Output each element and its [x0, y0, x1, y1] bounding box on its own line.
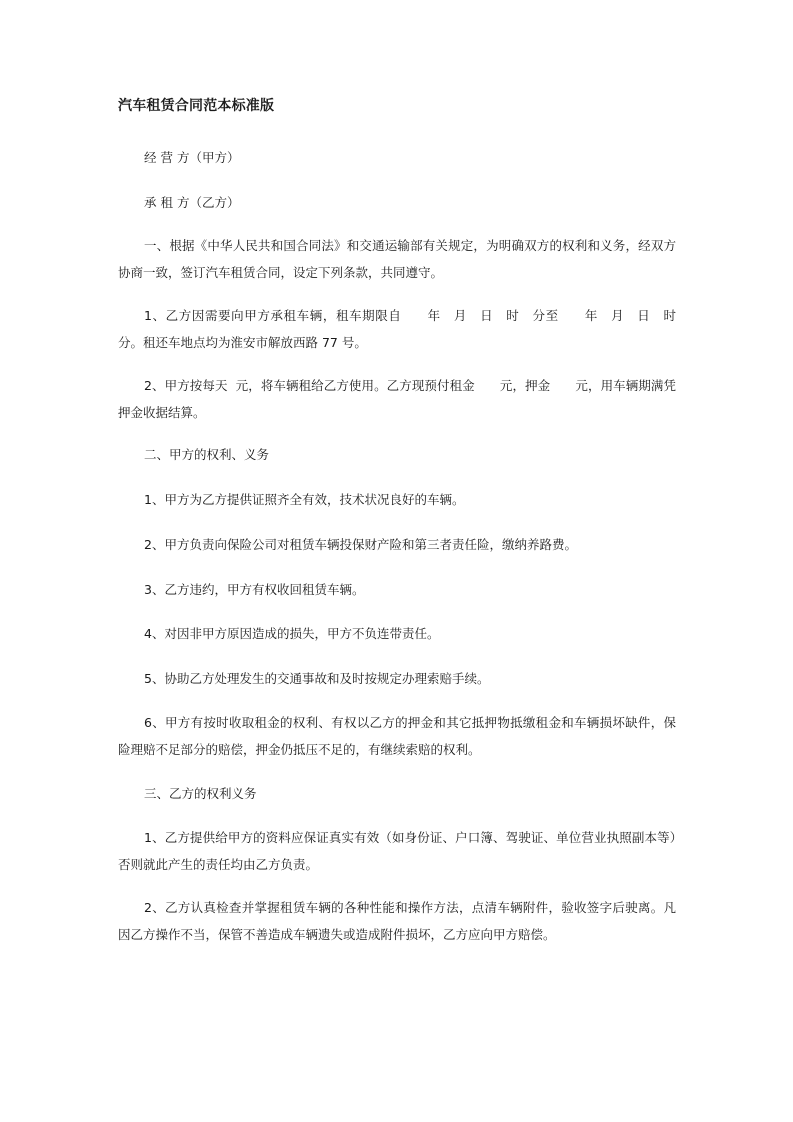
party-b-line: 承 租 方（乙方）	[144, 195, 240, 210]
section-3-heading: 三、乙方的权利义务	[144, 786, 257, 801]
section-2-item-6: 6、甲方有按时收取租金的权利、有权以乙方的押金和其它抵押物抵缴租金和车辆损坏缺件，保险理赔不足部分的赔偿，押金仍抵压不足的，有继续索赔的权利。	[118, 715, 676, 757]
clause-1-intro: 一、根据《中华人民共和国合同法》和交通运输部有关规定，为明确双方的权利和义务，经双方协商一致，签订汽车租赁合同，设定下列条款，共同遵守。	[118, 238, 676, 280]
section-2-item-3: 3、乙方违约，甲方有权收回租赁车辆。	[144, 582, 365, 597]
section-3-item-1: 1、乙方提供给甲方的资料应保证真实有效（如身份证、户口簿、驾驶证、单位营业执照副本等）否则就此产生的责任均由乙方负责。	[118, 830, 676, 872]
section-2-item-4: 4、对因非甲方原因造成的损失，甲方不负连带责任。	[144, 626, 440, 641]
party-a-line: 经 营 方（甲方）	[144, 150, 240, 165]
section-2-item-5: 5、协助乙方处理发生的交通事故和及时按规定办理索赔手续。	[144, 671, 490, 686]
clause-1-item-1: 1、乙方因需要向甲方承租车辆，租车期限自 年 月 日 时 分至 年 月 日 时 分。租还车地点均为淮安市解放西路 77 号。	[118, 308, 689, 350]
section-2-heading: 二、甲方的权利、义务	[144, 447, 270, 462]
document-title: 汽车租赁合同范本标准版	[118, 98, 275, 114]
section-3-item-2: 2、乙方认真检查并掌握租赁车辆的各种性能和操作方法，点清车辆附件，验收签字后驶离。凡因乙方操作不当，保管不善造成车辆遗失或造成附件损坏，乙方应向甲方赔偿。	[118, 900, 676, 942]
section-2-item-1: 1、甲方为乙方提供证照齐全有效，技术状况良好的车辆。	[144, 492, 465, 507]
section-2-item-2: 2、甲方负责向保险公司对租赁车辆投保财产险和第三者责任险，缴纳养路费。	[144, 537, 577, 552]
clause-1-item-2: 2、甲方按每天 元，将车辆租给乙方使用。乙方现预付租金 元，押金 元，用车辆期满凭押金收据结算。	[118, 378, 676, 420]
